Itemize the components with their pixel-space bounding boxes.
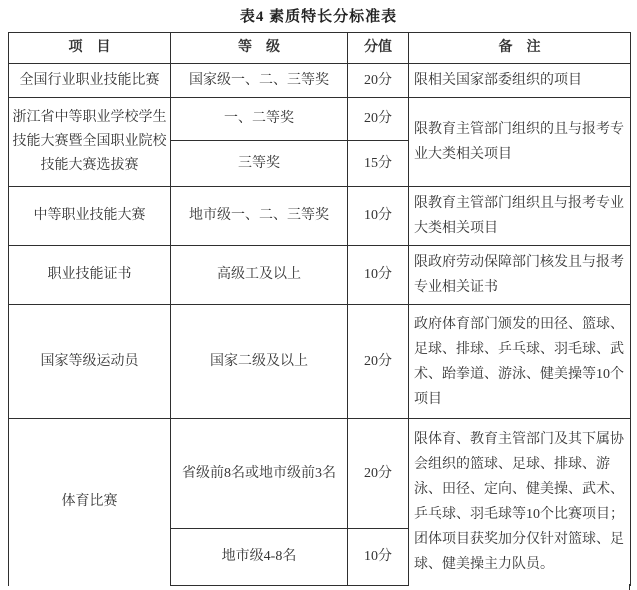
cell-project: 体育比赛	[9, 419, 171, 586]
table-right-border-fragment	[629, 584, 630, 590]
cell-project: 全国行业职业技能比赛	[9, 64, 171, 98]
cell-level: 高级工及以上	[171, 246, 348, 305]
cell-project: 职业技能证书	[9, 246, 171, 305]
cell-level: 一、二等奖	[171, 98, 348, 141]
cell-level: 省级前8名或地市级前3名	[171, 419, 348, 529]
header-cell-remark: 备 注	[409, 33, 631, 64]
header-cell-score: 分值	[348, 33, 409, 64]
table-row	[9, 305, 631, 419]
table-header-row	[9, 33, 631, 64]
cell-remark: 限体育、教育主管部门及其下属协会组织的篮球、足球、排球、游泳、田径、定向、健美操、武术、乒乓球、羽毛球等10个比赛项目；团体项目获奖加分仅针对篮球、足球、健美操主力队员。	[409, 419, 631, 586]
cell-remark: 限教育主管部门组织且与报考专业大类相关项目	[409, 187, 631, 246]
cell-score: 20分	[348, 98, 409, 141]
cell-score: 10分	[348, 529, 409, 586]
table-title: 表4 素质特长分标准表	[239, 9, 398, 25]
cell-score: 10分	[348, 246, 409, 305]
cell-remark: 政府体育部门颁发的田径、篮球、足球、排球、乒乓球、羽毛球、武术、跆拳道、游泳、健美操等10个项目	[409, 305, 631, 419]
cell-level: 地市级一、二、三等奖	[171, 187, 348, 246]
table-row	[9, 419, 631, 529]
cell-level: 国家二级及以上	[171, 305, 348, 419]
cell-remark: 限政府劳动保障部门核发且与报考专业相关证书	[409, 246, 631, 305]
cell-level: 国家级一、二、三等奖	[171, 64, 348, 98]
table-row	[9, 246, 631, 305]
cell-level: 三等奖	[171, 141, 348, 187]
header-cell-level: 等 级	[171, 33, 348, 64]
cell-remark: 限教育主管部门组织的且与报考专业大类相关项目	[409, 98, 631, 187]
table-row	[9, 187, 631, 246]
cell-score: 20分	[348, 305, 409, 419]
cell-score: 20分	[348, 64, 409, 98]
cell-level: 地市级4-8名	[171, 529, 348, 586]
score-standard-table	[8, 32, 631, 586]
cell-project: 国家等级运动员	[9, 305, 171, 419]
cell-remark: 限相关国家部委组织的项目	[409, 64, 631, 98]
cell-score: 15分	[348, 141, 409, 187]
cell-score: 10分	[348, 187, 409, 246]
cell-score: 20分	[348, 419, 409, 529]
header-cell-project: 项 目	[9, 33, 171, 64]
table-row	[9, 64, 631, 98]
cell-project: 中等职业技能大赛	[9, 187, 171, 246]
cell-project: 浙江省中等职业学校学生技能大赛暨全国职业院校技能大赛选拔赛	[9, 98, 171, 187]
table-row	[9, 98, 631, 141]
